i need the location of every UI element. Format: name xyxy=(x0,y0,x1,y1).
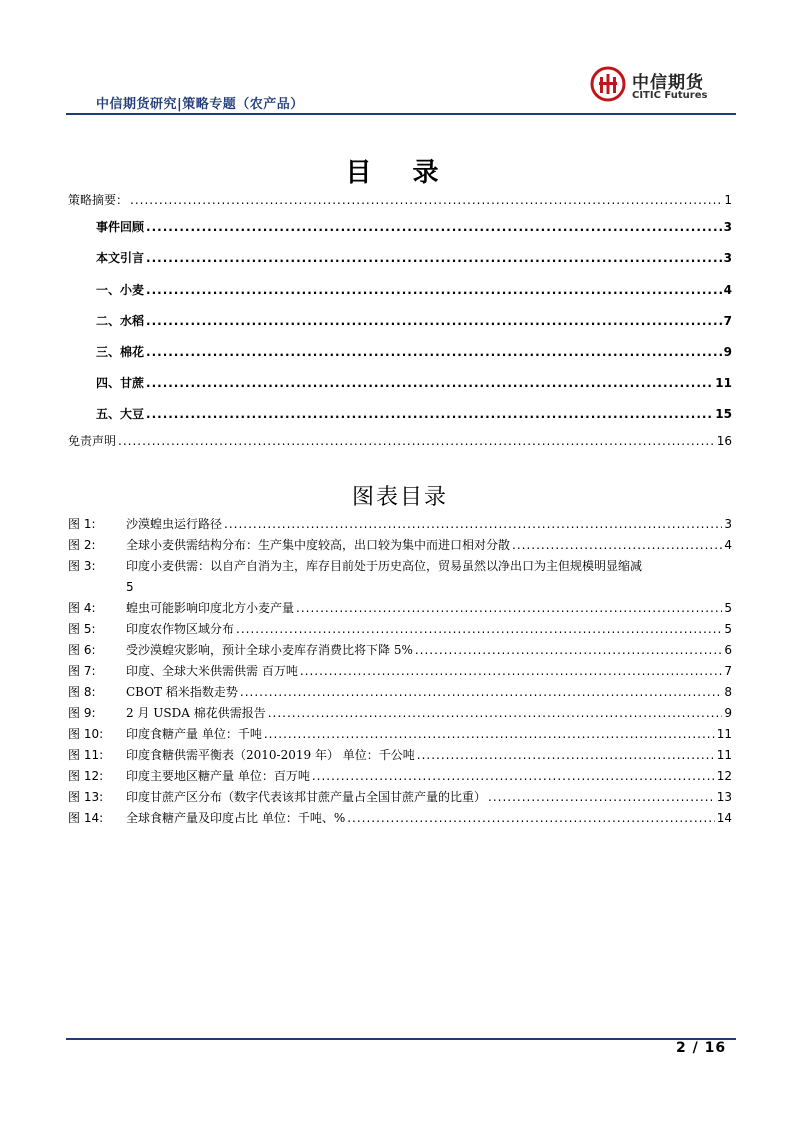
figure-page: 8 xyxy=(724,685,732,699)
figure-page: 12 xyxy=(716,769,732,783)
figure-number: 图 8: xyxy=(68,685,96,699)
toc-item-page: 15 xyxy=(715,407,732,421)
figure-page: 5 xyxy=(724,601,732,615)
toc-item-page: 11 xyxy=(715,376,732,390)
toc-item-page: 7 xyxy=(723,314,732,328)
figure-page: 11 xyxy=(716,748,732,762)
figure-number: 图 1: xyxy=(68,517,96,531)
figure-number: 图 13: xyxy=(68,790,104,804)
figure-label: 2 月 USDA 棉花供需报告 xyxy=(126,706,266,720)
header-divider xyxy=(66,113,736,115)
toc-item[interactable] xyxy=(96,312,732,330)
figure-item[interactable] xyxy=(68,620,732,638)
figure-number: 图 6: xyxy=(68,643,96,657)
figure-label: 印度主要地区糖产量 单位：百万吨 xyxy=(126,769,310,783)
figure-number: 图 2: xyxy=(68,538,96,552)
figure-item[interactable] xyxy=(68,557,732,575)
figure-item[interactable] xyxy=(68,599,732,617)
figure-item[interactable] xyxy=(68,767,732,785)
toc-item[interactable] xyxy=(96,249,732,267)
figure-page: 5 xyxy=(724,622,732,636)
toc-item-page: 3 xyxy=(723,251,732,265)
toc-item-label: 四、甘蔗 xyxy=(96,376,145,390)
figure-number: 图 12: xyxy=(68,769,104,783)
figure-item[interactable] xyxy=(68,809,732,827)
figure-label: 蝗虫可能影响印度北方小麦产量 xyxy=(126,601,295,615)
figure-list-title: 图表目录 xyxy=(351,485,448,510)
figure-page: 4 xyxy=(724,538,732,552)
figure-page: 9 xyxy=(724,706,732,720)
footer-divider xyxy=(66,1038,736,1040)
page-indicator: 2 / 16 xyxy=(676,1040,727,1056)
figure-page: 3 xyxy=(724,517,732,531)
figure-number: 图 14: xyxy=(68,811,104,825)
figure-item[interactable] xyxy=(68,788,732,806)
figure-number: 图 3: xyxy=(68,559,96,573)
figure-label: 沙漠蝗虫运行路径 xyxy=(126,517,223,531)
figure-number: 图 11: xyxy=(68,748,104,762)
figure-item[interactable] xyxy=(68,746,732,764)
figure-number: 图 4: xyxy=(68,601,96,615)
figure-label: 印度食糖产量 单位：千吨 xyxy=(126,727,262,741)
figure-label: 印度甘蔗产区分布（数字代表该邦甘蔗产量占全国甘蔗产量的比重） xyxy=(126,790,487,804)
toc-item-label: 策略摘要： xyxy=(68,193,129,207)
toc-item[interactable] xyxy=(96,218,732,236)
figure-page: 6 xyxy=(724,643,732,657)
figure-page: 14 xyxy=(716,811,732,825)
header-title: 中信期货研究|策略专题（农产品） xyxy=(96,97,304,112)
toc-item[interactable] xyxy=(96,343,732,361)
figure-page: 13 xyxy=(716,790,732,804)
toc-item-label: 五、大豆 xyxy=(96,407,145,421)
toc-item-label: 事件回顾 xyxy=(96,220,145,234)
figure-item[interactable] xyxy=(68,683,732,701)
toc-item[interactable] xyxy=(96,405,732,423)
toc-item[interactable] xyxy=(68,191,732,209)
toc-item-label: 二、水稻 xyxy=(96,314,145,328)
toc-item-label: 三、棉花 xyxy=(96,345,145,359)
figure-label: 全球小麦供需结构分布：生产集中度较高，出口较为集中而进口相对分散 xyxy=(126,538,511,552)
toc-item-label: 免责声明 xyxy=(68,434,117,448)
toc-item-page: 9 xyxy=(723,345,732,359)
figure-number: 图 9: xyxy=(68,706,96,720)
figure-page: 7 xyxy=(724,664,732,678)
logo-english-name: CITIC Futures xyxy=(632,90,708,101)
figure-item[interactable] xyxy=(68,704,732,722)
figure-item[interactable] xyxy=(68,536,732,554)
figure-label: 印度、全球大米供需供需 百万吨 xyxy=(126,664,298,678)
figure-item[interactable] xyxy=(68,725,732,743)
toc-item[interactable] xyxy=(68,432,732,450)
figure-label: 印度农作物区域分布 xyxy=(126,622,235,636)
figure-number: 图 5: xyxy=(68,622,96,636)
toc-item[interactable] xyxy=(96,281,732,299)
figure-page: 11 xyxy=(716,727,732,741)
figure-item[interactable] xyxy=(68,515,732,533)
toc-title: 目 录 xyxy=(345,158,455,188)
figure-item[interactable] xyxy=(68,641,732,659)
figure-number: 图 10: xyxy=(68,727,104,741)
figure-label: 印度小麦供需：以自产自消为主，库存目前处于历史高位，贸易虽然以净出口为主但规模明显缩减 xyxy=(126,559,643,573)
toc-item[interactable] xyxy=(96,374,732,392)
toc-item-page: 16 xyxy=(716,434,732,448)
figure-number: 图 7: xyxy=(68,664,96,678)
toc-item-label: 本文引言 xyxy=(96,251,145,265)
toc-item-page: 1 xyxy=(724,193,732,207)
toc-item-page: 3 xyxy=(723,220,732,234)
toc-item-label: 一、小麦 xyxy=(96,283,145,297)
toc-item-page: 4 xyxy=(723,283,732,297)
figure-label: 印度食糖供需平衡表（2010-2019 年） 单位：千公吨 xyxy=(126,748,415,762)
citic-logo-icon xyxy=(590,66,626,102)
logo-chinese-name: 中信期货 xyxy=(632,73,704,93)
figure-label: CBOT 稻米指数走势 xyxy=(126,685,238,699)
figure-label: 受沙漠蝗灾影响，预计全球小麦库存消费比将下降 5% xyxy=(126,643,413,657)
figure-page: 5 xyxy=(126,580,134,594)
figure-label: 全球食糖产量及印度占比 单位：千吨、% xyxy=(126,811,346,825)
figure-item[interactable] xyxy=(68,662,732,680)
citic-futures-logo xyxy=(590,66,740,110)
